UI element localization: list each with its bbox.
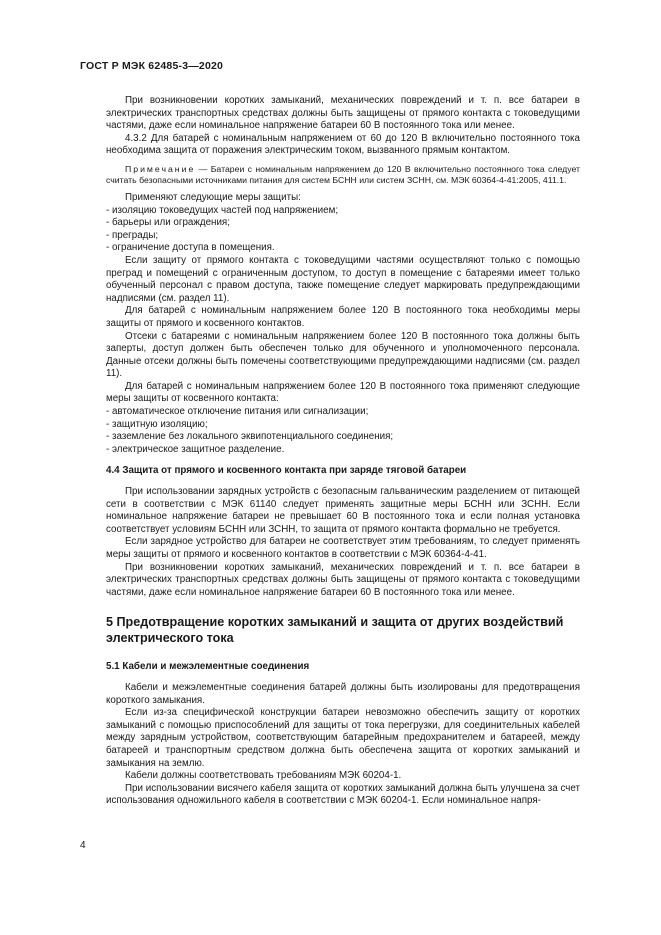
paragraph: Если из-за специфической конструкции батареи невозможно обеспечить защиту от коротких замыканий с помощью приспособлений для защиты от тока перегрузки, для соединительных кабелей между зарядным устройством, соответствующим батарейным предохранителем и батареей, между батареей и транспортным средством должна быть обеспечена защита от коротких замыканий и замыкания на землю.: [106, 707, 580, 769]
paragraph: Для батарей с номинальным напряжением более 120 В постоянного тока применяют следующие меры защиты от косвенного контакта:: [106, 380, 580, 405]
note: [106, 164, 580, 186]
paragraph: Применяют следующие меры защиты:: [125, 191, 301, 203]
paragraph: Если зарядное устройство для батареи не соответствует этим требованиям, то следует применять меры защиты от прямого и косвенного контактов в соответствии с МЭК 60364-4-41.: [106, 536, 580, 560]
paragraph: Отсеки с батареями с номинальным напряжением более 120 В постоянного тока должны быть заперты, доступ должен быть обеспечен только для обученного и уполномоченного персонала. Данные отсеки должны быть помечены соответствующими предупреждающими надписями (см. раздел 11).: [106, 330, 580, 380]
subsection-heading-4-4: 4.4 Защита от прямого и косвенного контакта при заряде тяговой батареи: [106, 465, 467, 477]
page-content: [106, 95, 580, 808]
paragraph: При возникновении коротких замыканий, механических повреждений и т. п. все батареи в электрических транспортных средствах должны быть защищены от прямого контакта с токоведущими частями, даже если номинальное напряжение батареи 60 В постоянного тока или менее.: [106, 561, 580, 598]
subsection-heading-5-1: 5.1 Кабели и межэлементные соединения: [106, 661, 310, 673]
paragraph: Кабели и межэлементные соединения батарей должны быть изолированы для предотвращения короткого замыкания.: [106, 681, 580, 706]
indirect-contact-measures-list: [106, 406, 580, 456]
list-item: - заземление без локального эквипотенциального соединения;: [106, 431, 394, 443]
section-heading-5: 5 Предотвращение коротких замыканий и защита от других воздействий электрического тока: [106, 615, 564, 646]
note-text: — Батареи с номинальным напряжением до 120 В включительно постоянного тока следует считать безопасными источниками питания для систем БСНН или систем ЗСНН, см. МЭК 60364-4-41:2005, 411.1.: [106, 163, 580, 185]
protection-measures-list: [106, 205, 580, 255]
list-item: - барьеры или ограждения;: [106, 217, 230, 229]
paragraph: При использовании висячего кабеля защита от коротких замыканий должна быть улучшена за счет использования одножильного кабеля в соответствии с МЭК 60204-1. Если номинальное напря-: [106, 782, 580, 807]
list-item: - электрическое защитное разделение.: [106, 443, 285, 455]
paragraph: При использовании зарядных устройств с безопасным гальваническим разделением от питающей сети в соответствии с МЭК 61140 следует применять защитные меры БСНН или ЗСНН. Если номинальное напряжение батареи не превышает 60 В постоянного тока и если полная установка соответствует условиям БСНН или ЗСНН, то защита от прямого контакта формально не требуется.: [106, 486, 580, 535]
list-item: - преграды;: [106, 229, 159, 241]
list-item: - ограничение доступа в помещения.: [106, 242, 275, 254]
paragraph: Кабели должны соответствовать требованиям МЭК 60204-1.: [125, 770, 402, 782]
paragraph: При возникновении коротких замыканий, механических повреждений и т. п. все батареи в электрических транспортных средствах должны быть защищены от прямого контакта с токоведущими частями, даже если номинальное напряжение батареи 60 В постоянного тока или менее.: [106, 95, 580, 132]
list-item: - автоматическое отключение питания или сигнализации;: [106, 406, 369, 418]
paragraph: Для батарей с номинальным напряжением более 120 В постоянного тока необходимы меры защиты от прямого и косвенного контактов.: [106, 305, 580, 329]
paragraph: Если защиту от прямого контакта с токоведущими частями осуществляют только с помощью преград и помещений с ограниченным доступом, то доступ в помещение с батареями имеет только обученный персонал с правом доступа, также помещение следует маркировать предупреждающими надписями (см. раздел 11).: [106, 254, 580, 304]
note-label: Примечание: [125, 163, 196, 174]
document-header: ГОСТ Р МЭК 62485-3—2020: [80, 60, 224, 72]
list-item: - изоляцию токоведущих частей под напряжением;: [106, 204, 339, 216]
clause-4-3-2: 4.3.2 Для батарей с номинальным напряжением от 60 до 120 В включительно постоянного тока необходима защита от поражения электрическим током, вызванного прямым контактом.: [106, 132, 580, 157]
page-number: 4: [80, 840, 86, 851]
list-item: - защитную изоляцию;: [106, 418, 208, 430]
